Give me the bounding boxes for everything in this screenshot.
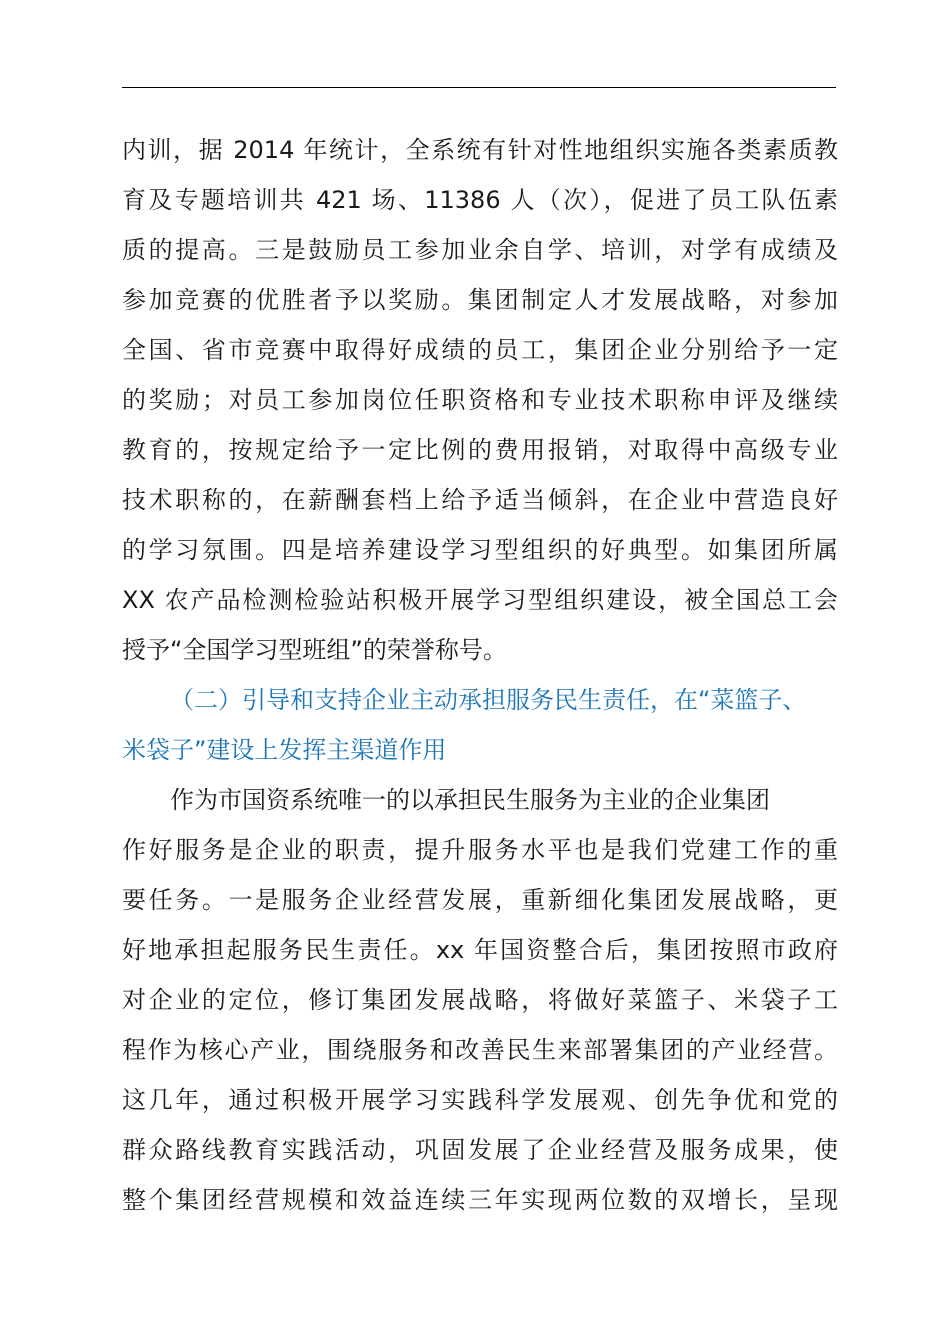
text-line: 技术职称的，在薪酬套档上给予适当倾斜，在企业中营造良好 [122, 486, 838, 514]
document-body [122, 125, 838, 1225]
text-line: 作好服务是企业的职责，提升服务水平也是我们党建工作的重 [122, 836, 838, 864]
header-rule [122, 87, 836, 88]
text-line: 的学习氛围。四是培养建设学习型组织的好典型。如集团所属 [122, 536, 838, 564]
text-line: 内训，据 2014 年统计，全系统有针对性地组织实施各类素质教 [122, 136, 838, 164]
heading-line: 米袋子”建设上发挥主渠道作用 [122, 736, 447, 764]
text-line: XX 农产品检测检验站积极开展学习型组织建设，被全国总工会 [122, 586, 838, 614]
text-line: 全国、省市竞赛中取得好成绩的员工，集团企业分别给予一定 [122, 336, 838, 364]
text-line: 参加竞赛的优胜者予以奖励。集团制定人才发展战略，对参加 [122, 286, 838, 314]
text-line: 对企业的定位，修订集团发展战略，将做好菜篮子、米袋子工 [122, 986, 838, 1014]
text-line: 整个集团经营规模和效益连续三年实现两位数的双增长，呈现 [122, 1186, 838, 1214]
paragraph-training [122, 125, 838, 675]
text-line: 作为市国资系统唯一的以承担民生服务为主业的企业集团 [170, 786, 770, 814]
text-line: 教育的，按规定给予一定比例的费用报销，对取得中高级专业 [122, 436, 838, 464]
text-line: 的奖励；对员工参加岗位任职资格和专业技术职称申评及继续 [122, 386, 838, 414]
text-line: 要任务。一是服务企业经营发展，重新细化集团发展战略，更 [122, 886, 838, 914]
heading-line: （二）引导和支持企业主动承担服务民生责任，在“菜篮子、 [170, 686, 807, 714]
text-line: 这几年，通过积极开展学习实践科学发展观、创先争优和党的 [122, 1086, 838, 1114]
text-line: 群众路线教育实践活动，巩固发展了企业经营及服务成果，使 [122, 1136, 838, 1164]
text-line: 授予“全国学习型班组”的荣誉称号。 [122, 636, 507, 664]
text-line: 程作为核心产业，围绕服务和改善民生来部署集团的产业经营。 [122, 1036, 838, 1064]
paragraph-service [122, 775, 838, 1225]
text-line: 育及专题培训共 421 场、11386 人（次），促进了员工队伍素 [122, 186, 838, 214]
section-heading [122, 675, 838, 775]
text-line: 好地承担起服务民生责任。xx 年国资整合后，集团按照市政府 [122, 936, 838, 964]
text-line: 质的提高。三是鼓励员工参加业余自学、培训，对学有成绩及 [122, 236, 838, 264]
